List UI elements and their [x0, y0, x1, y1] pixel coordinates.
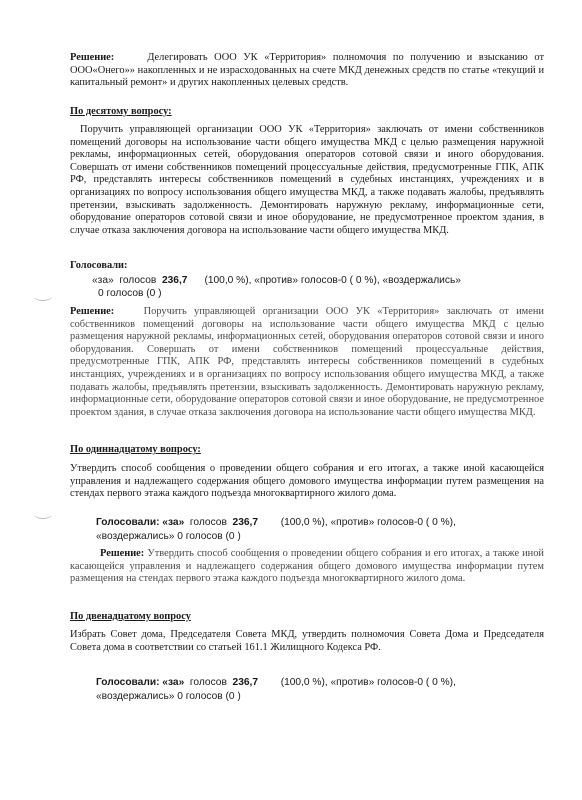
q10-vote-golosov: голосов: [119, 275, 157, 286]
q10-heading-block: [70, 106, 370, 119]
q11-vote-line-2: [96, 530, 396, 543]
q12-vote-golosov: голосов: [189, 677, 227, 688]
q11-decision-text: Утвердить способ сообщения о проведении общего собрания и его итогах, а также иной касающейся управления и надлежащего содержания общего домового имущества информации путем размещения на стендах первого этажа каждого подъезда многоквартирного жилого дома.: [70, 548, 544, 585]
decision-1-label: Решение:: [70, 52, 115, 63]
q11-vote-golosov: голосов: [189, 517, 227, 528]
q11-vote-label: Голосовали: «за»: [96, 517, 185, 528]
q12-vote-count: 236,7: [232, 677, 259, 688]
q10-decision-block: [70, 306, 544, 419]
q11-vote-count: 236,7: [232, 517, 259, 528]
decision-1-paragraph: [70, 52, 544, 90]
q12-vote-abstained: «воздержались» 0 голосов (0 ): [96, 691, 241, 702]
q10-vote-rest: (100,0 %), «против» голосов-0 ( 0 %), «воздержались»: [204, 275, 461, 286]
q10-decision-text: Поручить управляющей организации ООО УК «Территория» заключать от имени собственников помещений договоры на использование части общего имущества МКД с целью размещения наружной рекламы, информационных сетей, оборудования операторов сотовой связи и иного оборудования. Совершать от имени собственников помещений процессуальные действия, предусмотренные ГПК, АПК РФ, представлять интересы собственников помещений в судебных инстанциях, учреждениях и в организациях по вопросу использования общего имущества МКД, а также подавать жалобы, предъявлять претензии, взыскивать задолженность. Демонтировать наружную рекламу, информационные сети, оборудование операторов сотовой связи и иное оборудование, не предусмотренное проектом здания, в случае отказа заключения договора на использование части общего имущества МКД.: [70, 306, 544, 418]
q10-vote-abstained: 0 голосов (0 ): [98, 288, 162, 299]
decision-1-text: Делегировать ООО УК «Территория» полномочия по получению и взысканию от ООО«Онего»» накопленных и не израсходованных на счете МКД денежных средств по статье «текущий и капитальный ремонт» и других накопленных целевых средств.: [70, 52, 544, 89]
q10-heading: По десятому вопросу:: [70, 106, 172, 117]
q12-heading-block: [70, 611, 370, 624]
q11-decision-block: [70, 548, 544, 586]
q12-vote-line-2: [96, 690, 396, 703]
q12-vote-rest: (100,0 %), «против» голосов-0 ( 0 %),: [280, 677, 456, 688]
q10-decision-label: Решение:: [70, 306, 115, 317]
q11-vote-rest: (100,0 %), «против» голосов-0 ( 0 %),: [280, 517, 456, 528]
q10-vote-line-2: [98, 287, 398, 300]
q12-vote-label: Голосовали: «за»: [96, 677, 185, 688]
q11-vote-line-1: [96, 516, 536, 529]
q10-vote-line-1: [92, 274, 552, 287]
q10-text-block: [70, 124, 544, 237]
punch-hole-mark-bottom: [34, 510, 52, 519]
q11-heading-block: [70, 444, 370, 457]
q10-voted-label: Голосовали:: [70, 260, 128, 271]
q11-text-block: [70, 463, 544, 501]
q12-text-block: [70, 629, 544, 654]
q11-vote-abstained: «воздержались» 0 голосов (0 ): [96, 531, 241, 542]
q12-text: Избрать Совет дома, Председателя Совета МКД, утвердить полномочия Совета Дома и Председателя Совета дома в соответствии со статьей 161.1 Жилищного Кодекса РФ.: [70, 629, 544, 653]
q10-vote-za: «за»: [92, 275, 114, 286]
q10-text: Поручить управляющей организации ООО УК «Территория» заключать от имени собственников помещений договоры на использование части общего имущества МКД с целью размещения наружной рекламы, информационных сетей, оборудования операторов сотовой связи и иного оборудования. Совершать от имени собственников помещений процессуальные действия, предусмотренные ГПК, АПК РФ, представлять интересы собственников помещений в судебных инстанциях, учреждениях и в организациях по вопросу использования общего имущества МКД, а также подавать жалобы, предъявлять претензии, взыскивать задолженность. Демонтировать наружную рекламу, информационные сети, оборудование операторов сотовой связи и иное оборудование, не предусмотренное проектом здания, в случае отказа заключения договора на использование части общего имущества МКД.: [70, 124, 544, 236]
q11-text: Утвердить способ сообщения о проведении общего собрания и его итогах, а также иной касающейся управления и надлежащего содержания общего домового имущества информации путем размещения на стендах первого этажа каждого подъезда многоквартирного жилого дома.: [70, 463, 544, 500]
q12-heading: По двенадцатому вопросу: [70, 611, 191, 622]
q12-vote-line-1: [96, 676, 536, 689]
punch-hole-mark-top: [34, 292, 52, 301]
q10-vote-count: 236,7: [161, 275, 188, 286]
q10-voted-label-block: [70, 260, 544, 273]
q11-heading: По одиннадцатому вопросу:: [70, 444, 201, 455]
q11-decision-label: Решение:: [100, 548, 145, 559]
